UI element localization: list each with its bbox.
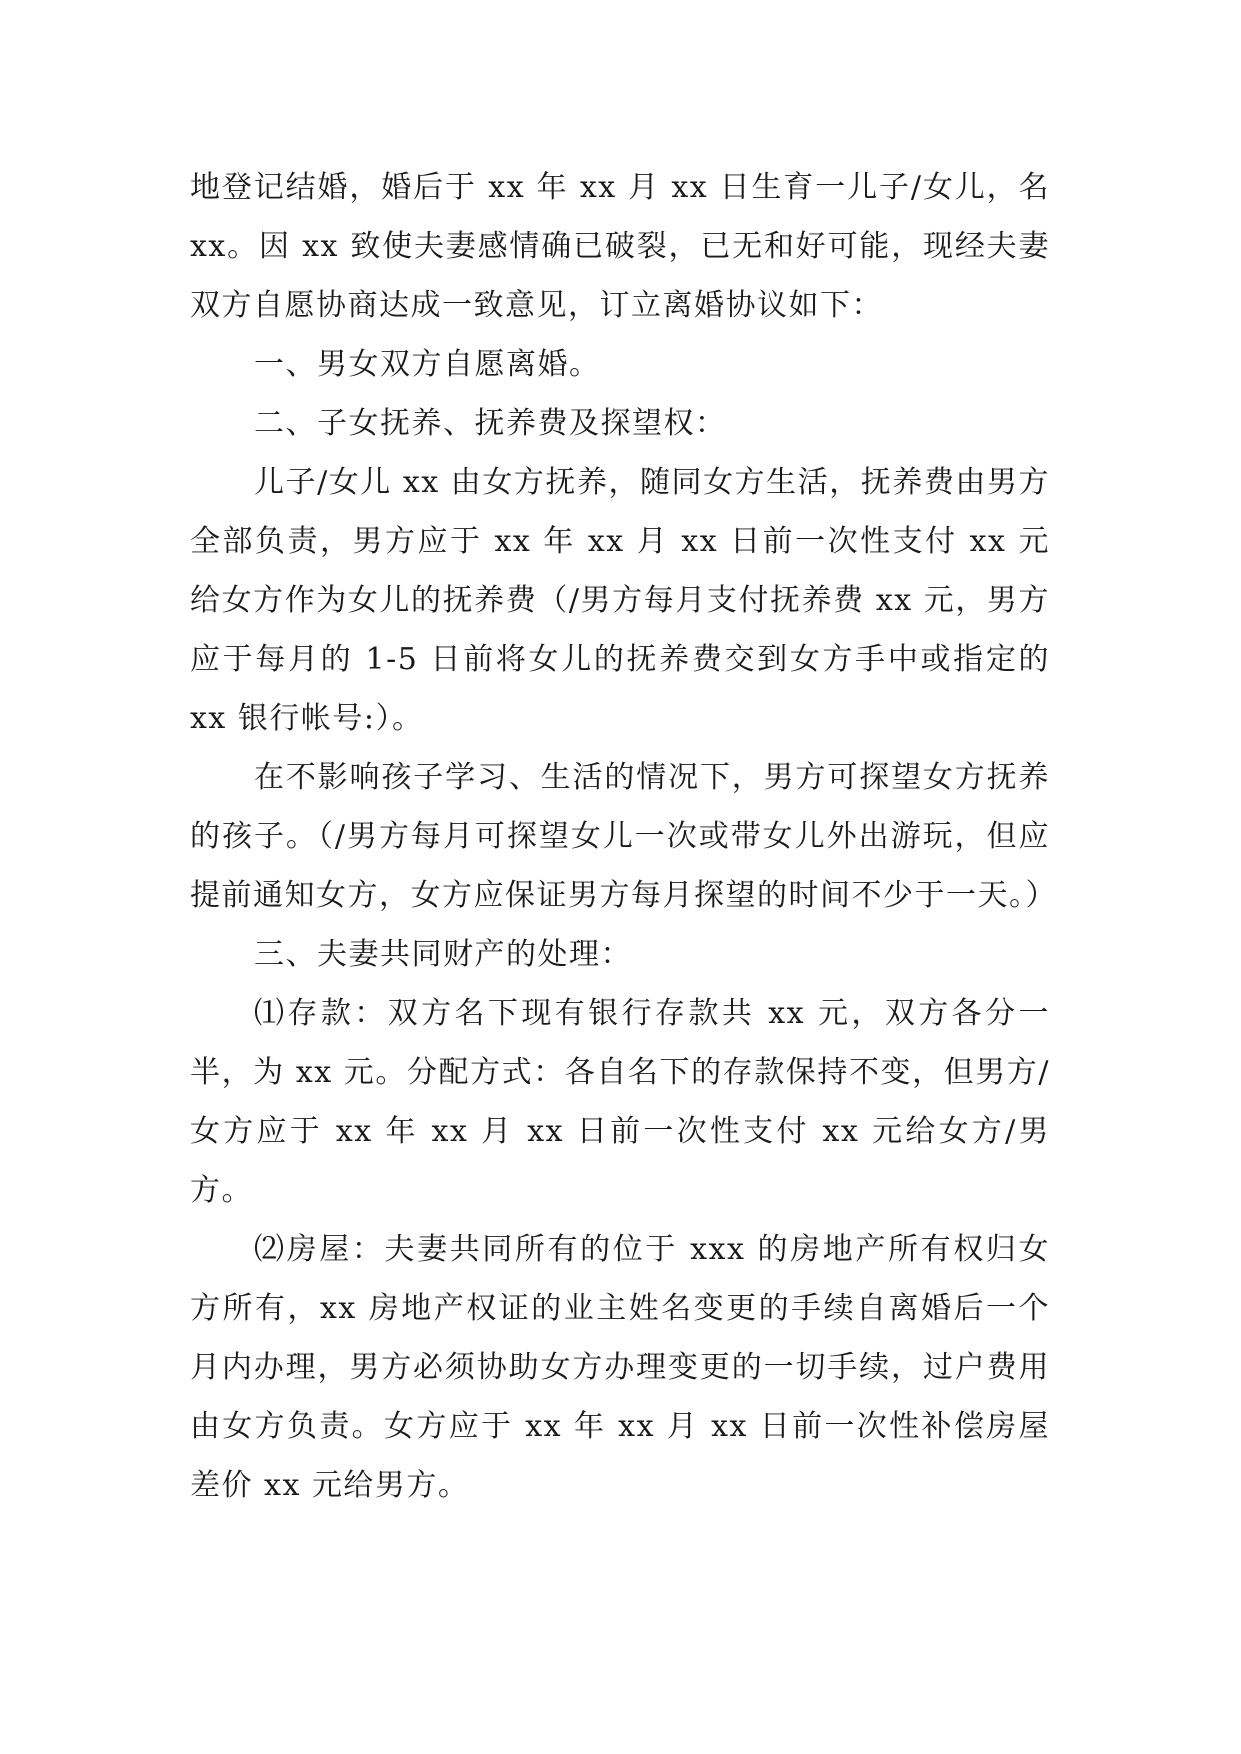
paragraph-visitation: 在不影响孩子学习、生活的情况下，男方可探望女方抚养的孩子。（/男方每月可探望女儿一次或带女儿外出游玩，但应提前通知女方，女方应保证男方每月探望的时间不少于一天。） xyxy=(190,760,1057,913)
paragraph-clause-2-heading: 二、子女抚养、抚养费及探望权： xyxy=(254,406,727,441)
paragraph-clause-1: 一、男女双方自愿离婚。 xyxy=(254,347,601,382)
paragraph-clause-3-heading: 三、夫妻共同财产的处理： xyxy=(254,937,632,972)
paragraph-intro: 地登记结婚，婚后于 xx 年 xx 月 xx 日生育一儿子/女儿，名 xx。因 xx 致使夫妻感情确已破裂，已无和好可能，现经夫妻双方自愿协商达成一致意见，订立离婚协议如下： xyxy=(190,170,1050,323)
paragraph-child-support: 儿子/女儿 xx 由女方抚养，随同女方生活，抚养费由男方全部负责，男方应于 xx 年 xx 月 xx 日前一次性支付 xx 元给女方作为女儿的抚养费（/男方每月支付抚养费 xx 元，男方应于每月的 1-5 日前将女儿的抚养费交到女方手中或指定的 xx 银行帐号:）。 xyxy=(190,465,1050,736)
paragraph-house: ⑵房屋：夫妻共同所有的位于 xxx 的房地产所有权归女方所有，xx 房地产权证的业主姓名变更的手续自离婚后一个月内办理，男方必须协助女方办理变更的一切手续，过户费用由女方负责。女方应于 xx 年 xx 月 xx 日前一次性补偿房屋差价 xx 元给男方。 xyxy=(190,1232,1050,1503)
document-body xyxy=(190,158,1057,1515)
paragraph-savings: ⑴存款：双方名下现有银行存款共 xx 元，双方各分一半，为 xx 元。分配方式：各自名下的存款保持不变，但男方/女方应于 xx 年 xx 月 xx 日前一次性支付 xx 元给女方/男方。 xyxy=(190,996,1050,1208)
